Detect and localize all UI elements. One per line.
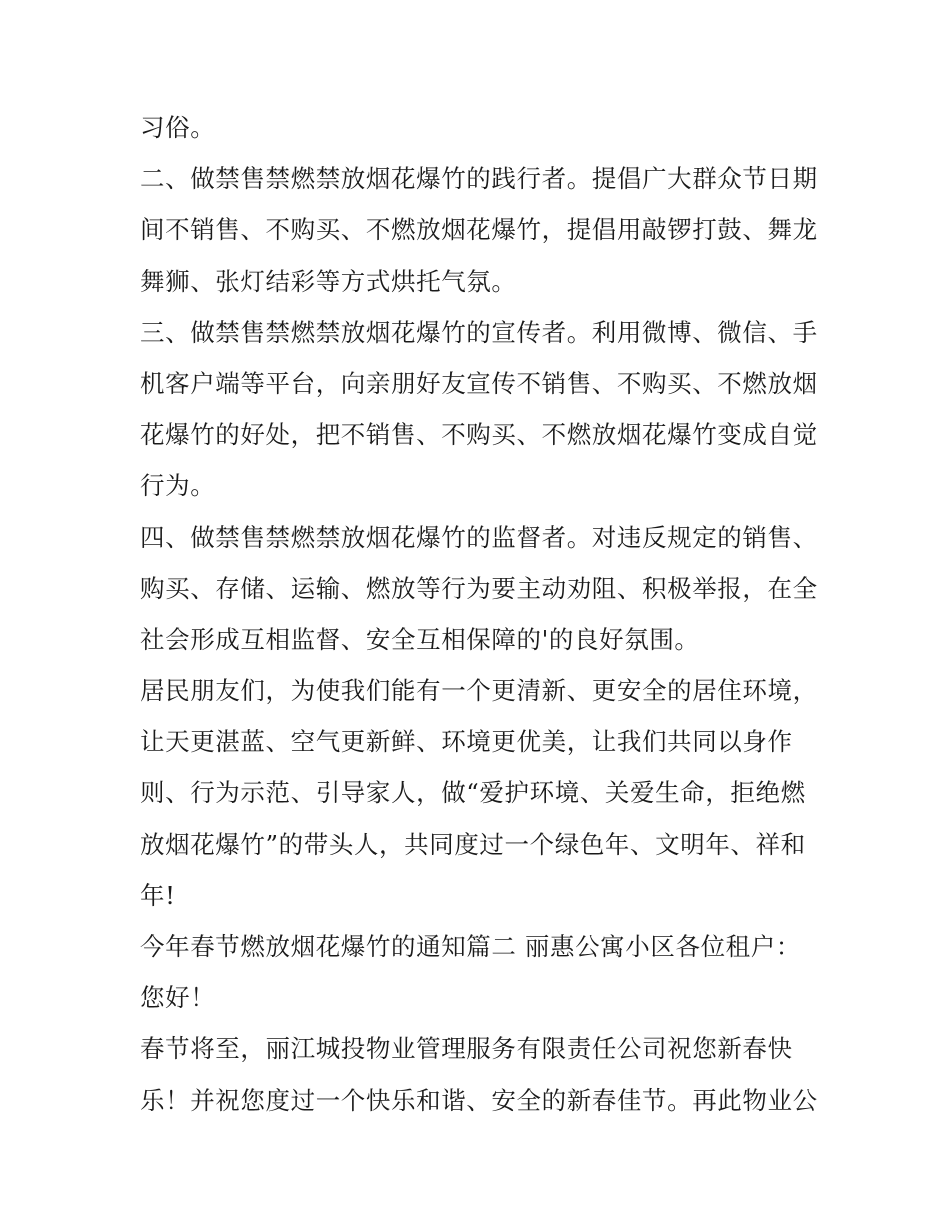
text-line: 让天更湛蓝、空气更新鲜、环境更优美，让我们共同以身作 — [140, 727, 793, 757]
document-body — [140, 102, 820, 1126]
text-line: 乐！并祝您度过一个快乐和谐、安全的新春佳节。再此物业公 — [140, 1085, 818, 1115]
text-line: 间不销售、不购买、不燃放烟花爆竹，提倡用敲锣打鼓、舞龙 — [140, 215, 818, 245]
text-line: 居民朋友们，为使我们能有一个更清新、更安全的居住环境， — [140, 676, 818, 706]
text-line: 习俗。 — [140, 113, 216, 142]
text-line: 年! — [140, 880, 176, 910]
text-line: 放烟花爆竹”的带头人，共同度过一个绿色年、文明年、祥和 — [140, 829, 806, 859]
text-line: 春节将至，丽江城投物业管理服务有限责任公司祝您新春快 — [140, 1034, 793, 1064]
text-line: 舞狮、张灯结彩等方式烘托气氛。 — [140, 266, 517, 296]
text-line: 今年春节燃放烟花爆竹的通知篇二 丽惠公寓小区各位租户： — [140, 932, 801, 961]
text-line: 四、做禁售禁燃禁放烟花爆竹的监督者。对违反规定的销售、 — [140, 522, 818, 552]
text-line: 花爆竹的好处，把不销售、不购买、不燃放烟花爆竹变成自觉 — [140, 420, 818, 450]
text-line: 二、做禁售禁燃禁放烟花爆竹的践行者。提倡广大群众节日期 — [140, 164, 818, 194]
text-line: 三、做禁售禁燃禁放烟花爆竹的宣传者。利用微博、微信、手 — [140, 317, 818, 347]
text-line: 则、行为示范、引导家人，做“爱护环境、关爱生命，拒绝燃 — [140, 778, 806, 808]
text-line: 机客户端等平台，向亲朋好友宣传不销售、不购买、不燃放烟 — [140, 368, 818, 398]
text-line: 社会形成互相监督、安全互相保障的'的良好氛围。 — [140, 624, 700, 654]
text-line: 购买、存储、运输、燃放等行为要主动劝阻、积极举报，在全 — [140, 573, 818, 603]
text-line: 您好！ — [140, 983, 216, 1013]
text-line: 行为。 — [140, 471, 216, 501]
